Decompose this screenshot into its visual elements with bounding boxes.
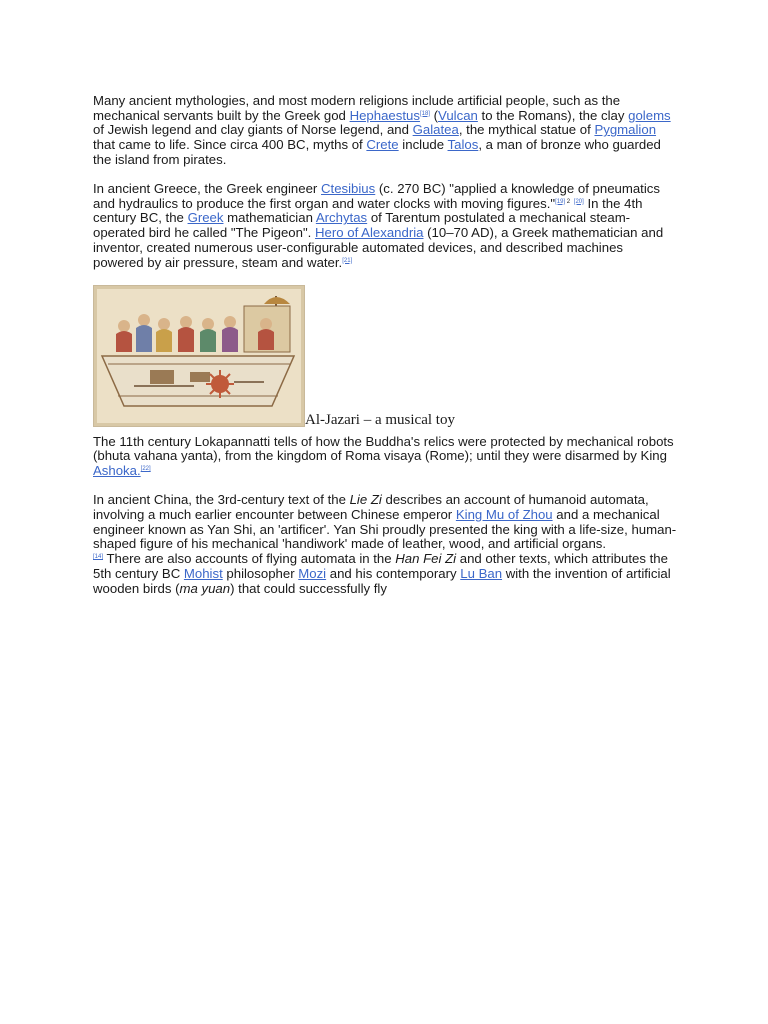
italic-title: Han Fei Zi [395,551,457,567]
link-vulcan[interactable]: Vulcan [438,107,478,123]
text: mathematician [223,210,316,226]
citation-link[interactable]: [14] [93,554,104,561]
text: of Tarentum postulated a mechanical steam-operated bird he called "The Pigeon". [93,210,631,241]
link-mozi[interactable]: Mozi [298,565,327,581]
italic-term: ma yuan [179,580,231,596]
citation-link[interactable]: [22] [140,466,151,473]
paragraph-ancient-greece [93,182,677,270]
citation-14[interactable] [93,554,103,560]
link-crete[interactable]: Crete [366,137,399,153]
link-king-mu-of-zhou[interactable]: King Mu of Zhou [455,507,553,523]
text: include [398,137,448,153]
text: describes an account of humanoid automata, involving a much earlier encounter between Chinese emperor [93,492,649,523]
link-lu-ban[interactable]: Lu Ban [460,565,503,581]
link-greek[interactable]: Greek [187,210,224,226]
figure [93,285,677,427]
text: with the invention of artificial wooden birds ( [93,565,671,596]
al-jazari-musical-toy-image [93,285,305,427]
text: that came to life. Since circa 400 BC, myths of [93,137,367,153]
text: In ancient China, the 3rd-century text of the [93,492,350,508]
link-ashoka[interactable]: Ashoka. [93,463,141,479]
text: and other texts, which attributes the 5th century BC [93,551,668,581]
link-ctesibius[interactable]: Ctesibius [321,181,376,197]
paragraph-mythologies [93,94,677,168]
text: philosopher [222,565,299,581]
text: ( [429,107,439,123]
text: In ancient Greece, the Greek engineer [93,181,321,197]
citation-18[interactable] [420,111,430,117]
figure-caption: Al-Jazari – a musical toy [305,411,455,428]
citation-text: 2 [566,198,571,205]
citation-link[interactable]: [20] [573,198,584,205]
link-hero-of-alexandria[interactable]: Hero of Alexandria [314,225,424,241]
citation-link[interactable]: [21] [342,257,353,264]
text: Many ancient mythologies, and most modern religions include artificial people, such as the mechanical servants built by the Greek god [93,93,621,123]
text: In the 4th century BC, the [93,195,643,226]
paragraph-lokapannatti [93,435,677,479]
link-pygmalion[interactable]: Pygmalion [594,122,657,138]
text: The 11th century Lokapannatti tells of how the Buddha's relics were protected by mechanical robots (bhuta vahana yanta), from the kingdom of Roma visaya (Rome); until they were disarmed by King [93,433,674,464]
text: (c. 270 BC) "applied a knowledge of pneumatics and hydraulics to produce the first organ and water clocks with moving figures." [93,181,660,211]
citation-20[interactable] [574,199,584,205]
link-mohist[interactable]: Mohist [183,565,223,581]
text: and his contemporary [326,565,461,581]
text: to the Romans), the clay [477,107,629,123]
citation-22[interactable] [141,466,151,472]
text: , a man of bronze who guarded the island from pirates. [93,137,661,167]
text: and a mechanical engineer known as Yan Shi, an 'artificer'. Yan Shi proudly presented the king with a life-size, human-shaped figure of his mechanical 'handiwork' made of leather, wood, and artificial organs. [93,507,677,552]
text: of Jewish legend and clay giants of Norse legend, and [93,122,413,138]
citation-link[interactable]: [19] [555,198,566,205]
text: , the mythical statue of [458,122,595,138]
text: (10–70 AD), a Greek mathematician and inventor, created numerous user-configurable automated devices, and described machines powered by air pressure, steam and water. [93,225,664,270]
link-golems[interactable]: golems [628,107,671,123]
article-body [93,94,677,611]
link-hephaestus[interactable]: Hephaestus [349,107,420,123]
link-galatea[interactable]: Galatea [412,122,459,138]
text: There are also accounts of flying automata in the [103,551,396,567]
text: ) that could successfully fly [230,580,387,596]
link-archytas[interactable]: Archytas [315,210,368,226]
citation-link[interactable]: [18] [419,110,430,117]
citation-mid [565,199,570,205]
italic-title: Lie Zi [349,492,382,508]
paragraph-ancient-china [93,493,677,596]
link-talos[interactable]: Talos [447,137,479,153]
citation-19[interactable] [555,199,565,205]
citation-21[interactable] [342,258,352,264]
